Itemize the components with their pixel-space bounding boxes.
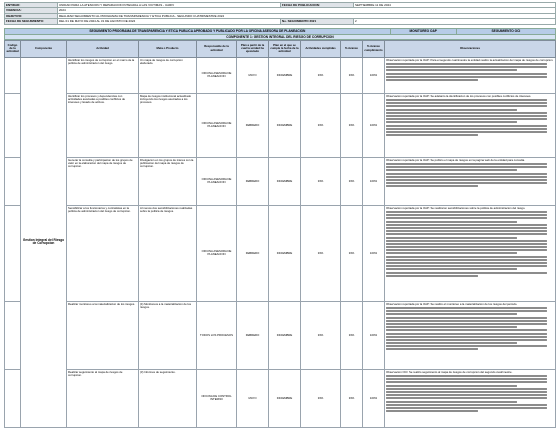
follow-up-table: [4, 40, 556, 428]
text-line: [386, 182, 547, 184]
text-line: [386, 66, 547, 68]
text-line: [386, 310, 547, 312]
text-line: [386, 121, 517, 123]
text-line: [386, 69, 517, 71]
table-header-row: [5, 40, 556, 57]
column-header: Observaciones: [385, 40, 556, 57]
completed-value: 33%: [301, 93, 341, 157]
publication-label: FECHA DE PUBLICACION:: [281, 3, 354, 8]
text-line: [386, 249, 547, 251]
text-line: [386, 313, 517, 315]
completed-value: 33%: [301, 157, 341, 205]
end-month: DICIEMBRE: [269, 57, 301, 93]
text-line: [386, 179, 547, 181]
text-line: [386, 237, 517, 239]
text-line: [386, 272, 547, 274]
progress-completion: 100%: [363, 93, 385, 157]
activity-text: Identificar los riesgos de corrupcion en el marco de la politica de administracion del riesgo.: [67, 57, 139, 93]
end-month: DICIEMBRE: [269, 301, 301, 369]
column-header: % Avance: [341, 40, 363, 57]
column-header: Plan en el que se cumple la fecha de la actividad: [269, 40, 301, 57]
responsible: OFICINA ASESORA DE PLANEACION: [197, 157, 237, 205]
text-line: [386, 131, 547, 133]
text-line: [386, 134, 478, 136]
text-line: [386, 176, 547, 178]
text-line: [386, 320, 547, 322]
meta-text: Un mapa de riesgos de corrupcion elaborado.: [139, 57, 197, 93]
text-line: [386, 336, 547, 338]
observation-cell: [385, 205, 556, 301]
observation-text: Observacion reportada por la OAP: Para el segundo cuatrimestre la entidad realizo la actualizacion del mapa de riesgos de corrupcion.: [386, 58, 554, 62]
text-line: [386, 166, 547, 168]
text-line: [386, 128, 547, 130]
progress-completion: 100%: [363, 301, 385, 369]
table-row: [5, 157, 556, 205]
responsible: OFICINA ASESORA DE PLANEACION: [197, 57, 237, 93]
progress-value: 33%: [341, 369, 363, 427]
column-header: % Avance cumplimiento: [363, 40, 385, 57]
text-line: [386, 385, 517, 387]
text-line: [386, 378, 547, 380]
observation-text: Observacion reportada por la OAP: Se publico el mapa de riesgos en la pagina web de la entidad para consulta.: [386, 158, 525, 162]
progress-completion: 100%: [363, 157, 385, 205]
text-line: [386, 323, 547, 325]
meta-text: (3) Informes de seguimiento.: [139, 369, 197, 427]
responsible: OFICINA ASESORA DE PLANEACION: [197, 93, 237, 157]
end-month: DICIEMBRE: [269, 157, 301, 205]
oci-title: SEGUIMIENTO OCI: [456, 28, 555, 34]
start-month: MAYO: [237, 57, 269, 93]
column-header: Actividades cumplidas: [301, 40, 341, 57]
table-row: [5, 93, 556, 157]
progress-completion: 100%: [363, 205, 385, 301]
text-line: [386, 227, 547, 229]
meta-text: (4) Monitoreos a la materializacion de los riesgos.: [139, 301, 197, 369]
observation-cell: [385, 301, 556, 369]
observation-cell: [385, 369, 556, 427]
text-line: [386, 224, 547, 226]
column-header: Meta o Producto: [139, 40, 197, 57]
activity-code: [5, 301, 21, 369]
text-line: [386, 246, 547, 248]
text-line: [386, 404, 547, 406]
text-line: [386, 394, 547, 396]
text-line: [386, 163, 547, 165]
start-month: FEBRERO: [237, 93, 269, 157]
start-month: FEBRERO: [237, 301, 269, 369]
column-header: Actividad: [67, 40, 139, 57]
component-name: Gestion Integral del Riesgo de Corrupcion: [21, 57, 67, 427]
program-title: SEGUIMIENTO PROGRAMA DE TRANSPARENCIA Y ETICA PUBLICA APROBADO Y PUBLICADO POR LA OFICINA ASESORA DE PLANEACION: [5, 28, 391, 34]
text-line: [386, 375, 547, 377]
observation-text: Observacion reportada por la OAP: Se realizo el monitoreo a la materializacion de los riesgos del periodo.: [386, 302, 518, 306]
activity-text: Realizar monitoreo a la materializacion de los riesgos.: [67, 301, 139, 369]
text-line: [386, 115, 547, 117]
table-row: [5, 301, 556, 369]
publication-value: SEPTIEMBRE 11 DE 2024: [354, 3, 556, 8]
text-line: [386, 397, 547, 399]
column-header: Codigo de la actividad: [5, 40, 21, 57]
text-line: [386, 112, 547, 114]
progress-value: 33%: [341, 301, 363, 369]
text-line: [386, 345, 547, 347]
completed-value: 33%: [301, 369, 341, 427]
activity-code: [5, 93, 21, 157]
text-line: [386, 63, 547, 65]
vigencia-value: 2024: [58, 8, 556, 13]
text-line: [386, 211, 547, 213]
completed-value: 33%: [301, 57, 341, 93]
follow-up-date-value: DEL 01 DE MAYO DE 2024 AL 31 DE AGOSTO DE 2024: [58, 19, 281, 24]
meta-text: Al menos dos sensibilizaciones realizadas sobre la politica de riesgos.: [139, 205, 197, 301]
column-header: Plan a partir de la cual la unidad ha ejecutado: [237, 40, 269, 57]
responsible: OFICINA ASESORA DE PLANEACION: [197, 205, 237, 301]
text-line: [386, 410, 478, 412]
follow-up-number-label: No. SEGUIMIENTO 2021: [281, 19, 354, 24]
activity-text: Identificar los procesos y dependencias con actividades asociadas a posibles conflictos de intereses y lavado de activos.: [67, 93, 139, 157]
follow-up-date-label: FECHA DE SEGUIMIENTO:: [5, 19, 58, 24]
text-line: [386, 391, 547, 393]
responsible: OFICINA DE CONTROL INTERNO: [197, 369, 237, 427]
observation-text: Observacion reportada por la OAP: Se adelanto la identificacion de los procesos con posibles conflictos de intereses.: [386, 94, 532, 98]
completed-value: 33%: [301, 205, 341, 301]
responsible: TODOS LOS PROCESOS: [197, 301, 237, 369]
text-line: [386, 388, 547, 390]
text-line: [386, 221, 517, 223]
text-line: [386, 401, 517, 403]
end-month: DICIEMBRE: [269, 369, 301, 427]
table-row: [5, 57, 556, 93]
text-line: [386, 217, 547, 219]
vigencia-label: VIGENCIA:: [5, 8, 58, 13]
text-line: [386, 214, 547, 216]
meta-text: Divulgacion en los grupos de interes con la publicacion del mapa de riesgos de corrupcion.: [139, 157, 197, 205]
text-line: [386, 259, 547, 261]
column-header: Componente: [21, 40, 67, 57]
start-month: FEBRERO: [237, 205, 269, 301]
text-line: [386, 105, 547, 107]
text-line: [386, 317, 547, 319]
entity-label: ENTIDAD:: [5, 3, 58, 8]
progress-value: 33%: [341, 57, 363, 93]
text-line: [386, 275, 478, 277]
entity-value: UNIDAD PARA LA ATENCION Y REPARACION INTEGRAL A LAS VICTIMAS - UARIV: [58, 3, 281, 8]
start-month: FEBRERO: [237, 157, 269, 205]
title-bands: [4, 28, 556, 40]
text-line: [386, 102, 547, 104]
end-month: DICIEMBRE: [269, 93, 301, 157]
observation-text: Observacion OCI: Se realizo seguimiento al mapa de riesgos de corrupcion del segundo cuatrimestre.: [386, 370, 513, 374]
text-line: [386, 76, 547, 78]
text-line: [386, 169, 517, 171]
activity-code: [5, 57, 21, 93]
text-line: [386, 79, 478, 81]
text-line: [386, 329, 547, 331]
progress-completion: 100%: [363, 57, 385, 93]
activity-code: [5, 369, 21, 427]
text-line: [386, 230, 547, 232]
activity-code: [5, 205, 21, 301]
text-line: [386, 173, 547, 175]
text-line: [386, 99, 547, 101]
column-header: Responsable de la actividad: [197, 40, 237, 57]
table-row: [5, 205, 556, 301]
monitoring-title: MONITOREO OAP: [390, 28, 456, 34]
observation-text: Observacion reportada por la OAP: Se realizaron sensibilizaciones sobre la politica de administracion del riesgo.: [386, 206, 526, 210]
text-line: [386, 240, 547, 242]
activity-text: Generar la consulta y participacion de los grupos de valor en la elaboracion del mapa de riesgos de corrupcion.: [67, 157, 139, 205]
observation-cell: [385, 57, 556, 93]
document-page: [4, 2, 556, 418]
header-table: [4, 2, 556, 25]
text-line: [386, 125, 547, 127]
text-line: [386, 342, 517, 344]
completed-value: 33%: [301, 301, 341, 369]
text-line: [386, 307, 547, 309]
observation-cell: [385, 93, 556, 157]
component-title: COMPONENTE 1: GESTION INTEGRAL DEL RIESGO DE CORRUPCION: [5, 34, 556, 39]
activity-code: [5, 157, 21, 205]
text-line: [386, 243, 547, 245]
activity-text: Realizar seguimiento al mapa de riesgos de corrupcion.: [67, 369, 139, 427]
end-month: DICIEMBRE: [269, 205, 301, 301]
progress-value: 33%: [341, 205, 363, 301]
text-line: [386, 118, 547, 120]
text-line: [386, 348, 478, 350]
progress-value: 33%: [341, 157, 363, 205]
text-line: [386, 262, 547, 264]
objective-value: REALIZAR SEGUIMIENTO AL PROGRAMA DE TRANSPARENCIA Y ETICA PUBLICA - SEGUNDO CUATRIMESTRE 2024: [58, 13, 556, 18]
text-line: [386, 185, 478, 187]
activity-text: Sensibilizar a los funcionarios y contratistas en la politica de administracion del riesgo de corrupcion.: [67, 205, 139, 301]
start-month: MAYO: [237, 369, 269, 427]
text-line: [386, 381, 547, 383]
text-line: [386, 333, 547, 335]
text-line: [386, 326, 517, 328]
text-line: [386, 233, 547, 235]
meta-text: Mapa de riesgos institucional actualizado incluyendo los riesgos asociados a los procesos.: [139, 93, 197, 157]
progress-value: 33%: [341, 93, 363, 157]
follow-up-number-value: 2: [354, 19, 556, 24]
progress-completion: 100%: [363, 369, 385, 427]
text-line: [386, 73, 547, 75]
observation-cell: [385, 157, 556, 205]
text-line: [386, 265, 547, 267]
text-line: [386, 407, 547, 409]
table-row: [5, 369, 556, 427]
text-line: [386, 252, 517, 254]
text-line: [386, 339, 547, 341]
text-line: [386, 268, 517, 270]
text-line: [386, 256, 547, 258]
text-line: [386, 109, 517, 111]
objective-label: OBJETIVO:: [5, 13, 58, 18]
